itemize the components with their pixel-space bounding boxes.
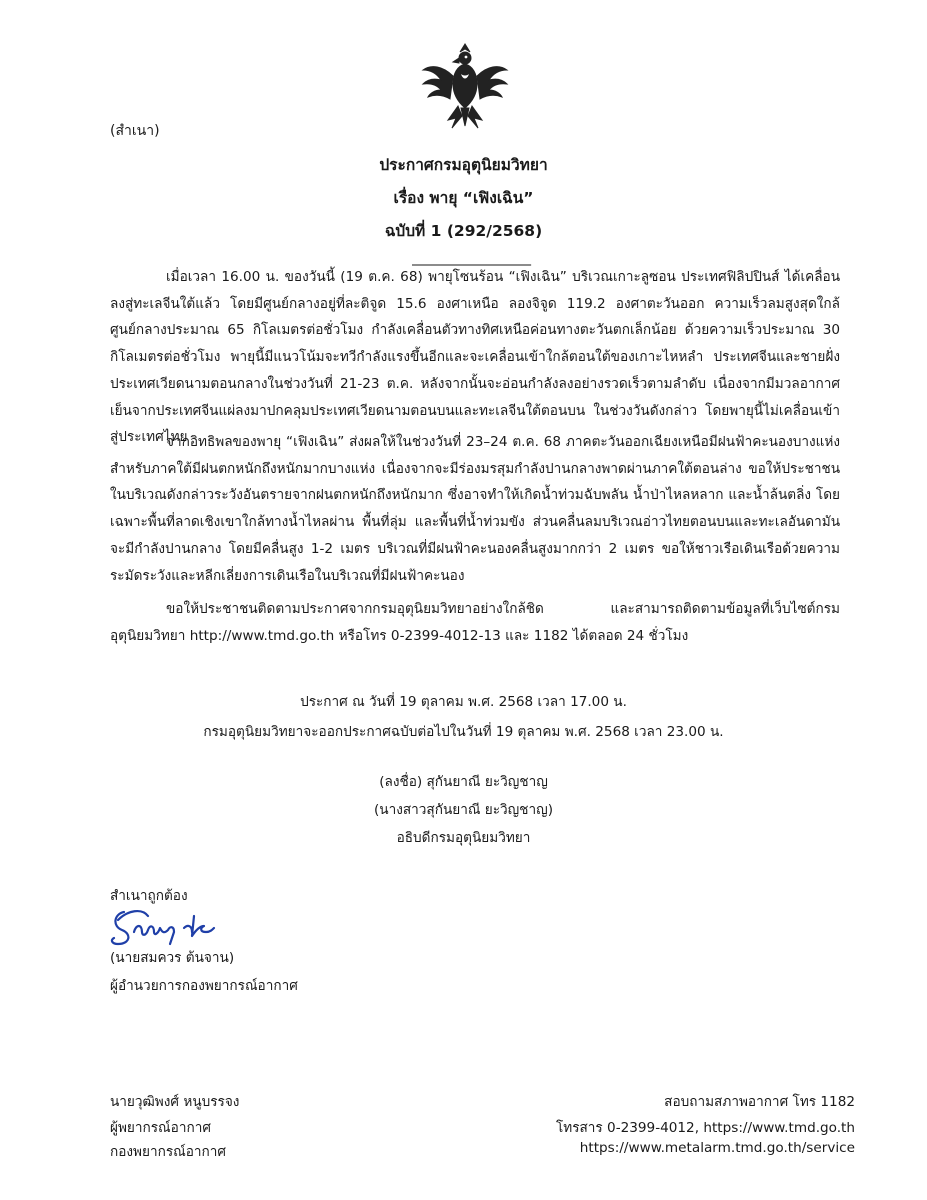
contact-service-link: https://www.metalarm.tmd.go.th/service bbox=[579, 1140, 855, 1156]
copy-mark: (สำเนา) bbox=[110, 123, 160, 139]
paragraph-follow-updates: ขอให้ประชาชนติดตามประกาศจากกรมอุตุนิยมวิทยาอย่างใกล้ชิด และสามารถติดตามข้อมูลที่เว็บไซต์กรมอุตุนิยมวิทยา http://www.tmd.go.th หรือโทร 0-2399-4012-13 และ 1182 ได้ตลอด 24 ชั่วโมง bbox=[110, 601, 840, 644]
certified-name: (นายสมควร ต้นจาน) bbox=[110, 950, 235, 966]
certified-position: ผู้อำนวยการกองพยากรณ์อากาศ bbox=[110, 978, 298, 994]
paragraph-storm-status: เมื่อเวลา 16.00 น. ของวันนี้ (19 ต.ค. 68) พายุโซนร้อน “เฟิงเฉิน” บริเวณเกาะลูซอน ประเทศฟิลิปปินส์ ได้เคลื่อนลงสู่ทะเลจีนใต้แล้ว โดยมีศูนย์กลางอยู่ที่ละติจูด 15.6 องศาเหนือ ลองจิจูด 119.2 องศาตะวันออก ความเร็วลมสูงสุดใกล้ศูนย์กลางประมาณ 65 กิโลเมตรต่อชั่วโมง กำลังเคลื่อนตัวทางทิศเหนือค่อนทางตะวันตกเล็กน้อย ด้วยความเร็วประมาณ 30 กิโลเมตรต่อชั่วโมง พายุนี้มีแนวโน้มจะทวีกำลังแรงขึ้นอีกและจะเคลื่อนเข้าใกล้ตอนใต้ของเกาะไหหลำ ประเทศจีนและชายฝั่งประเทศเวียดนามตอนกลางในช่วงวันที่ 21-23 ต.ค. หลังจากนั้นจะอ่อนกำลังลงอย่างรวดเร็วตามลำดับ เนื่องจากมีมวลอากาศเย็นจากประเทศจีนแผ่ลงมาปกคลุมประเทศเวียดนามตอนบนและทะเลจีนใต้ตอนบน ในช่วงวันดังกล่าว โดยพายุนี้ไม่เคลื่อนเข้าสู่ประเทศไทย bbox=[110, 269, 840, 446]
signatory-position: อธิบดีกรมอุตุนิยมวิทยา bbox=[396, 830, 531, 846]
forecaster-division: กองพยากรณ์อากาศ bbox=[110, 1144, 227, 1160]
signatory-name: (นางสาวสุกันยาณี ยะวิญชาญ) bbox=[373, 802, 553, 818]
signatory-signed: (ลงชื่อ) สุกันยาณี ยะวิญชาญ bbox=[379, 774, 548, 790]
contact-fax: โทรสาร 0-2399-4012, https://www.tmd.go.th bbox=[555, 1120, 855, 1136]
forecaster-name: นายวุฒิพงศ์ หนูบรรจง bbox=[110, 1094, 240, 1110]
garuda-emblem-icon bbox=[420, 36, 510, 136]
issue-number: ฉบับที่ 1 (292/2568) bbox=[384, 222, 543, 240]
subject-title: เรื่อง พายุ “เฟิงเฉิน” bbox=[393, 189, 534, 207]
handwritten-signature-icon bbox=[110, 902, 220, 948]
issued-date: ประกาศ ณ วันที่ 19 ตุลาคม พ.ศ. 2568 เวลา 17.00 น. bbox=[300, 694, 627, 710]
page-title: ประกาศกรมอุตุนิยมวิทยา bbox=[379, 156, 548, 174]
certified-label: สำเนาถูกต้อง bbox=[110, 888, 188, 904]
forecaster-role: ผู้พยากรณ์อากาศ bbox=[110, 1120, 211, 1136]
contact-inquiry: สอบถามสภาพอากาศ โทร 1182 bbox=[664, 1094, 855, 1110]
paragraph-storm-impact: จากอิทธิพลของพายุ “เฟิงเฉิน” ส่งผลให้ในช่วงวันที่ 23–24 ต.ค. 68 ภาคตะวันออกเฉียงเหนือมีฝนฟ้าคะนองบางแห่ง สำหรับภาคใต้มีฝนตกหนักถึงหนักมากบางแห่ง เนื่องจากจะมีร่องมรสุมกำลังปานกลางพาดผ่านภาคใต้ตอนล่าง ขอให้ประชาชนในบริเวณดังกล่าวระวังอันตรายจากฝนตกหนักถึงหนักมาก ซึ่งอาจทำให้เกิดน้ำท่วมฉับพลัน น้ำป่าไหลหลาก และน้ำล้นตลิ่ง โดยเฉพาะพื้นที่ลาดเชิงเขาใกล้ทางน้ำไหลผ่าน พื้นที่ลุ่ม และพื้นที่น้ำท่วมขัง ส่วนคลื่นลมบริเวณอ่าวไทยตอนบนและทะเลอันดามันจะมีกำลังปานกลาง โดยมีคลื่นสูง 1-2 เมตร บริเวณที่มีฝนฟ้าคะนองคลื่นสูงมากกว่า 2 เมตร ขอให้ชาวเรือเดินเรือด้วยความระมัดระวังและหลีกเลี่ยงการเดินเรือในบริเวณที่มีฝนฟ้าคะนอง bbox=[110, 434, 840, 584]
title-underline: _________________ bbox=[412, 250, 531, 266]
next-issue-date: กรมอุตุนิยมวิทยาจะออกประกาศฉบับต่อไปในวันที่ 19 ตุลาคม พ.ศ. 2568 เวลา 23.00 น. bbox=[203, 724, 724, 740]
